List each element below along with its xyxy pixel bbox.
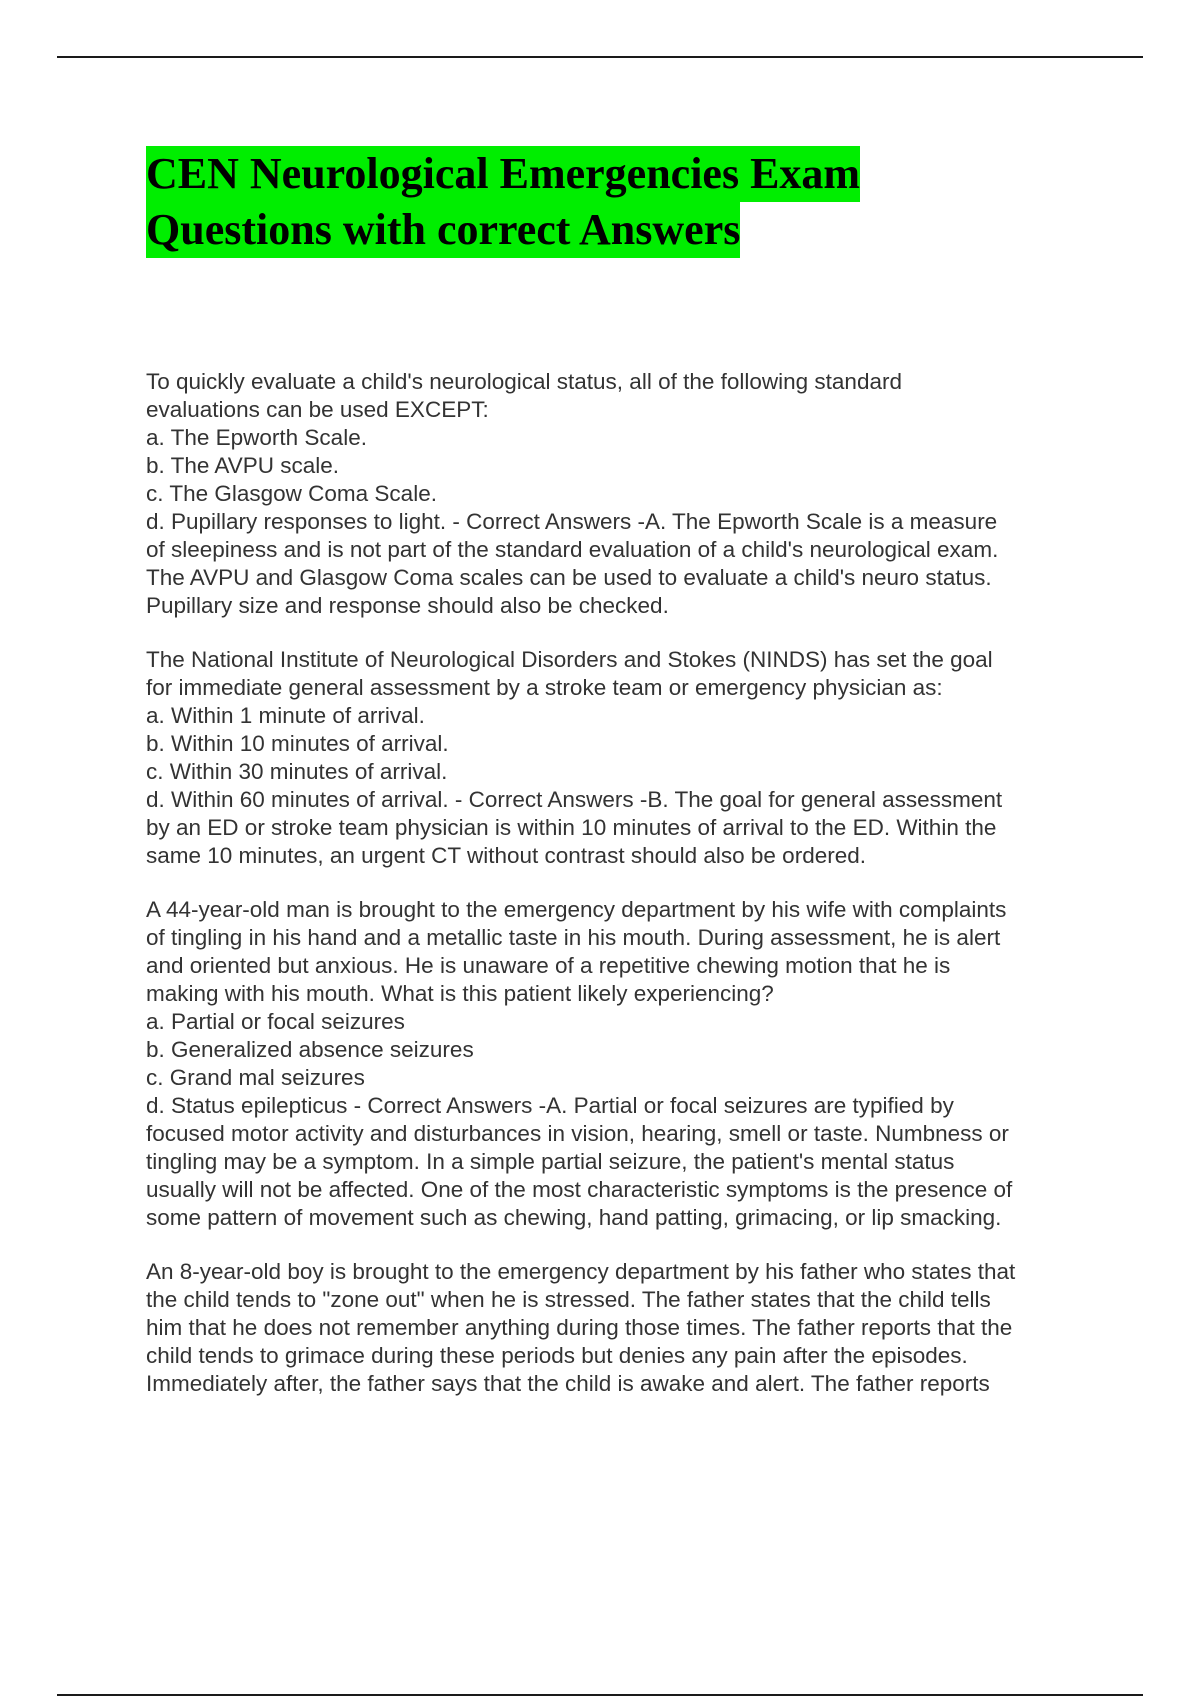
question-text-line: of tingling in his hand and a metallic taste in his mouth. During assessment, he is alert xyxy=(146,925,1001,950)
bottom-rule xyxy=(57,1694,1143,1696)
question-block xyxy=(146,1258,1086,1398)
question-text-line: child tends to grimace during these periods but denies any pain after the episodes. xyxy=(146,1343,968,1368)
question-text-line: c. The Glasgow Coma Scale. xyxy=(146,481,437,506)
question-text-line: d. Pupillary responses to light. - Correct Answers -A. The Epworth Scale is a measure xyxy=(146,509,998,534)
question-text-line: a. The Epworth Scale. xyxy=(146,425,367,450)
question-text-line: a. Within 1 minute of arrival. xyxy=(146,703,425,728)
question-text-line: and oriented but anxious. He is unaware of a repetitive chewing motion that he is xyxy=(146,953,951,978)
question-block xyxy=(146,368,1086,620)
question-text-line: d. Status epilepticus - Correct Answers -A. Partial or focal seizures are typified by xyxy=(146,1093,954,1118)
question-text-line: usually will not be affected. One of the most characteristic symptoms is the presence of xyxy=(146,1177,1013,1202)
question-text-line: tingling may be a symptom. In a simple partial seizure, the patient's mental status xyxy=(146,1149,955,1174)
document-body xyxy=(146,368,1086,1424)
question-text-line: The AVPU and Glasgow Coma scales can be used to evaluate a child's neuro status. xyxy=(146,565,992,590)
question-block xyxy=(146,896,1086,1232)
question-text-line: Immediately after, the father says that the child is awake and alert. The father reports xyxy=(146,1371,990,1396)
question-text-line: c. Within 30 minutes of arrival. xyxy=(146,759,448,784)
question-text-line: for immediate general assessment by a stroke team or emergency physician as: xyxy=(146,675,943,700)
question-text-line: The National Institute of Neurological Disorders and Stokes (NINDS) has set the goal xyxy=(146,647,993,672)
question-text-line: making with his mouth. What is this patient likely experiencing? xyxy=(146,981,774,1006)
question-text-line: Pupillary size and response should also be checked. xyxy=(146,593,669,618)
question-text-line: of sleepiness and is not part of the standard evaluation of a child's neurological exam. xyxy=(146,537,999,562)
question-text-line: him that he does not remember anything during those times. The father reports that the xyxy=(146,1315,1013,1340)
question-text-line: b. The AVPU scale. xyxy=(146,453,340,478)
question-text-line: same 10 minutes, an urgent CT without contrast should also be ordered. xyxy=(146,843,866,868)
question-text-line: focused motor activity and disturbances in vision, hearing, smell or taste. Numbness or xyxy=(146,1121,1009,1146)
question-text-line: d. Within 60 minutes of arrival. - Correct Answers -B. The goal for general assessment xyxy=(146,787,1003,812)
question-text-line: by an ED or stroke team physician is within 10 minutes of arrival to the ED. Within the xyxy=(146,815,997,840)
question-text-line: b. Generalized absence seizures xyxy=(146,1037,474,1062)
question-text-line: An 8-year-old boy is brought to the emergency department by his father who states that xyxy=(146,1259,1016,1284)
question-text-line: b. Within 10 minutes of arrival. xyxy=(146,731,449,756)
question-text-line: c. Grand mal seizures xyxy=(146,1065,365,1090)
question-text-line: the child tends to "zone out" when he is stressed. The father states that the child tells xyxy=(146,1287,991,1312)
question-text-line: some pattern of movement such as chewing, hand patting, grimacing, or lip smacking. xyxy=(146,1205,1002,1230)
question-text-line: a. Partial or focal seizures xyxy=(146,1009,405,1034)
question-text-line: evaluations can be used EXCEPT: xyxy=(146,397,489,422)
question-block xyxy=(146,646,1086,870)
question-text-line: To quickly evaluate a child's neurological status, all of the following standard xyxy=(146,369,902,394)
title-line-2: Questions with correct Answers xyxy=(146,202,740,258)
question-text-line: A 44-year-old man is brought to the emergency department by his wife with complaints xyxy=(146,897,1007,922)
document-title xyxy=(146,146,1046,258)
title-line-1: CEN Neurological Emergencies Exam xyxy=(146,146,860,202)
top-rule xyxy=(57,56,1143,58)
